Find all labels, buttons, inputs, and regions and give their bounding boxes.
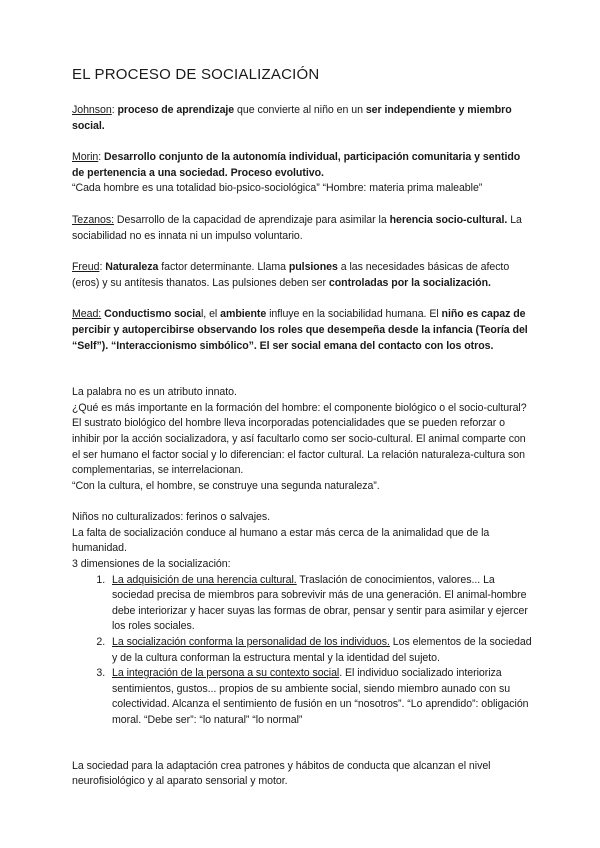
culture-quote: “Con la cultura, el hombre, se construye una segunda naturaleza”. [72,479,380,492]
dimension-heading: La integración de la persona a su contexto social [112,667,340,680]
closing-paragraph: La sociedad para la adaptación crea patrones y hábitos de conducta que alcanzan el nivel neurofisiológico y al aparato sensorial y motor. [72,759,491,788]
author-johnson: Johnson [72,104,112,116]
list-item: 3. La integración de la persona a su contexto social. El individuo socializado interioriza sentimientos, gustos... propios de su ambiente social, siendo miembro aunado con su colectividad. Alcanza el sentimiento de fusión en un “nosotros”. “Lo aprendido”: obligación moral. “Debe ser”: “lo natural” “lo normal” [108,666,534,728]
paragraph-innate: La palabra no es un atributo innato. [72,386,237,399]
paragraph-biological-cultural: ¿Qué es más importante en la formación del hombre: el componente biológico o el socio-cultural? El sustrato biológico del hombre lleva incorporadas potencialidades que se pueden reforzar o inhibir por la acción socializadora, y así facultarlo como ser socio-cultural. El animal comparte con el ser humano el factor social y lo diferencian: el factor cultural. La relación naturaleza-cultura son complementarias, se interrelacionan. [72,401,527,477]
freud-definition: Freud: Naturaleza factor determinante. Llama pulsiones a las necesidades básicas de afecto (eros) y su antítesis thanatos. Las pulsiones deben ser controladas por la socialización. [72,261,510,289]
page-title: EL PROCESO DE SOCIALIZACIÓN [72,66,320,83]
dimension-heading: La adquisición de una herencia cultural. [112,573,297,586]
morin-definition: Morin: Desarrollo conjunto de la autonomía individual, participación comunitaria y sentido de pertenencia a una sociedad. Proceso evolutivo. [72,151,521,179]
lack-socialization: La falta de socialización conduce al humano a estar más cerca de la animalidad que de la humanidad. [72,526,490,555]
mead-definition: Mead: Conductismo social, el ambiente influye en la sociabilidad humana. El niño es capaz de percibir y autopercibirse observando los roles que desempeña desde la infancia (Teoría del “Self”). “Interaccionismo simbólico”. El ser social emana del contacto con los otros. [72,308,528,352]
johnson-definition: Johnson: proceso de aprendizaje que convierte al niño en un ser independiente y miembro social. [72,104,512,132]
author-tezanos: Tezanos: [72,213,115,226]
author-morin: Morin [72,151,99,164]
tezanos-definition: Tezanos: Desarrollo de la capacidad de aprendizaje para asimilar la herencia socio-cultural. La sociabilidad no es innata ni un impulso voluntario. [72,213,522,242]
list-item: 1. La adquisición de una herencia cultural. Traslación de conocimientos, valores... La sociedad precisa de miembros para sobrevivir más de una generación. El animal-hombre debe interiorizar y hacer suyas las formas de obrar, pensar y sentir para asimilar y ejercer los roles sociales. [108,573,534,635]
list-item: 2. La socialización conforma la personalidad de los individuos. Los elementos de la sociedad y de la cultura conforman la estructura mental y la identidad del sujeto. [108,635,534,666]
document-content [72,66,534,790]
dimensions-list [72,573,534,729]
dimension-heading: La socialización conforma la personalidad de los individuos. [112,636,390,649]
author-freud: Freud [72,261,100,274]
dimensions-intro: 3 dimensiones de la socialización: [72,558,231,571]
morin-quote: “Cada hombre es una totalidad bio-psico-sociológica” “Hombre: materia prima maleable” [72,182,483,195]
feral-children: Niños no culturalizados: ferinos o salvajes. [72,511,271,524]
author-mead: Mead: [72,308,102,321]
